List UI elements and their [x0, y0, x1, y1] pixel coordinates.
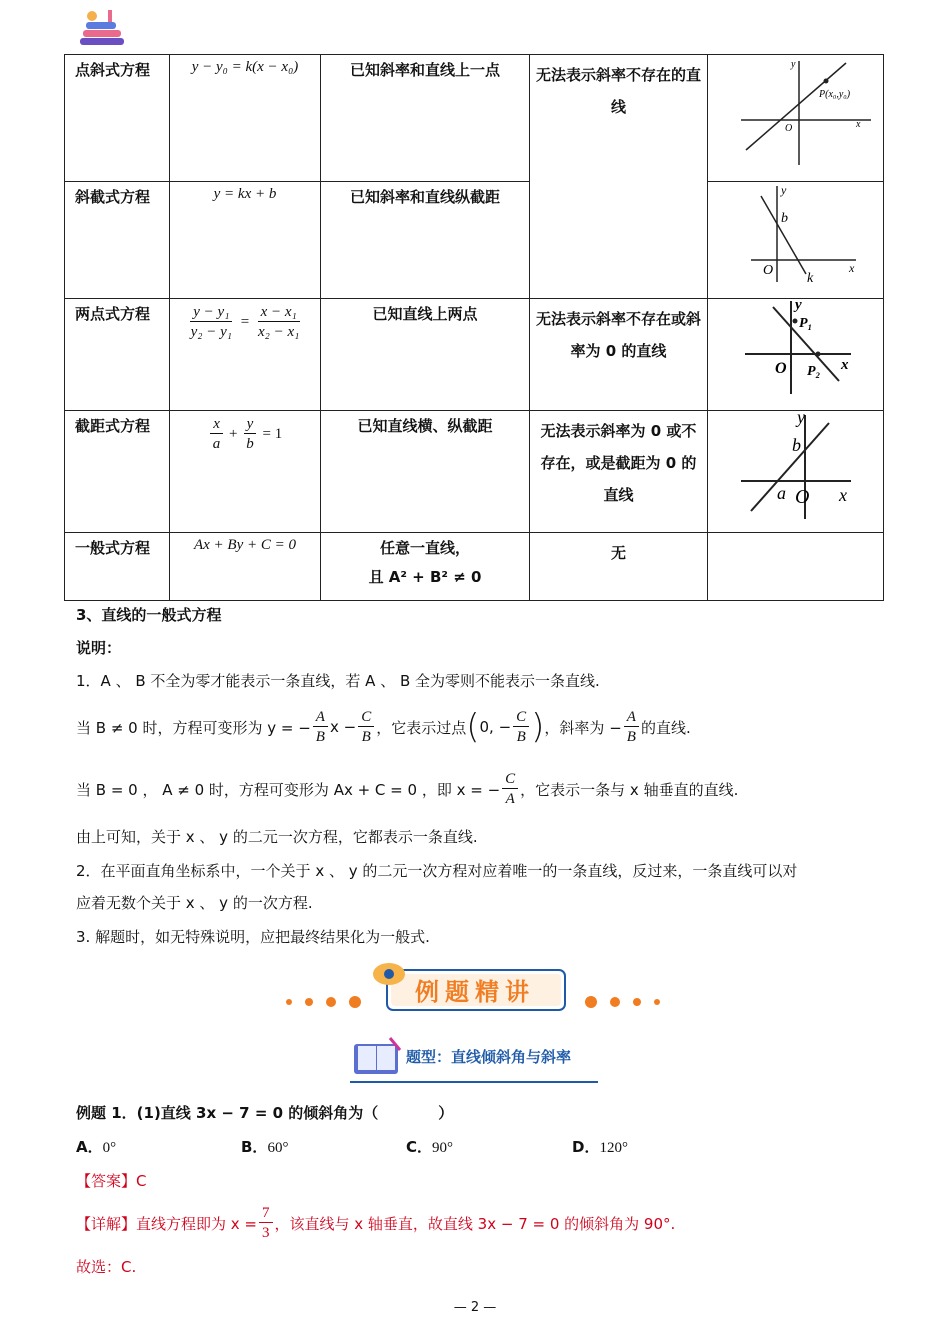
option-a: A．0°	[76, 1138, 117, 1156]
note-item-1: 1．A 、 B 不全为零才能表示一条直线，若 A 、 B 全为零则不能表示一条直线.	[76, 672, 600, 690]
section-heading: 3、直线的一般式方程	[76, 606, 222, 624]
book-pen-icon	[354, 1038, 400, 1074]
note-line-summary: 由上可知，关于 x 、 y 的二元一次方程，它都表示一条直线.	[76, 828, 478, 846]
a-intercept-label: a	[776, 483, 786, 503]
option-b: B．60°	[241, 1138, 289, 1156]
y-axis-label: y	[790, 59, 795, 70]
slope-intercept-graph	[711, 182, 881, 296]
table-row	[65, 411, 884, 533]
line-equation-table	[64, 54, 884, 601]
y-axis-label: y	[796, 411, 805, 427]
origin-label: O	[774, 360, 787, 377]
row-equation: $\frac{\text{y − y₁}}{\text{y₂ − y₁}}$ = $\frac{\text{x − x₁}}{\text{x₂ − x₁}}$	[190, 304, 300, 340]
row-limitation: 无法表示斜率为 0 或不存在，或是截距为 0 的直线	[540, 422, 697, 504]
answer-line: 【答案】C	[76, 1172, 147, 1190]
slope-k-label: k	[806, 271, 813, 286]
y-axis-label: y	[794, 299, 802, 313]
row-equation: Ax + By + C = 0	[193, 537, 296, 553]
detail-line: 【详解】 直线方程即为 x = $\frac{7}{3}$ ，该直线与 x 轴垂直，故直线 3x − 7 = 0 的倾斜角为 90°.	[76, 1204, 676, 1241]
note-line-b-zero: 当 B = 0 ， A ≠ 0 时，方程可变形为 Ax + C = 0 ，即 x = − $\frac{C}{A}$ ，它表示一条与 x 轴垂直的直线.	[76, 770, 739, 807]
row-limitation: 无法表示斜率不存在或斜率为 0 的直线	[536, 310, 702, 360]
point-label: P(x₀,y₀)	[818, 89, 850, 100]
note-item-2a: 2．在平面直角坐标系中，一个关于 x 、 y 的二元一次方程对应着唯一的一条直线，反过来，一条直线可以对	[76, 862, 798, 880]
origin-label: O	[784, 123, 792, 134]
point-slope-graph	[711, 55, 881, 179]
x-axis-label: x	[855, 119, 860, 130]
row-name: 点斜式方程	[75, 61, 151, 79]
p2-label: P₂	[806, 364, 820, 379]
intercept-b-label: b	[780, 211, 788, 226]
row-name: 斜截式方程	[75, 188, 151, 206]
b-intercept-label: b	[791, 435, 801, 455]
table-row	[65, 182, 884, 299]
example-question: 例题 1．(1)直线 3x − 7 = 0 的倾斜角为（ ）	[76, 1104, 454, 1122]
note-item-2b: 应着无数个关于 x 、 y 的一次方程.	[76, 894, 313, 912]
note-line-b-nonzero: 当 B ≠ 0 时，方程可变形为 y = − $\frac{A}{B}$ x − $\frac{C}{B}$ ，它表示过点 ( 0, − $\frac{C}{B}$ ) ，斜率为 − $\frac{A}{B}$ 的直线.	[76, 707, 691, 747]
topic-subtitle	[350, 1034, 598, 1086]
example-banner	[285, 962, 665, 1018]
table-row	[65, 55, 884, 182]
row-limitation: 无法表示斜率不存在的直线	[536, 66, 702, 116]
x-axis-label: x	[848, 261, 854, 275]
conclusion-line: 故选：C.	[76, 1258, 137, 1276]
row-limitation: 无	[610, 544, 626, 562]
row-condition-extra: 且 A² + B² ≠ 0	[368, 568, 482, 586]
row-equation: $\frac{x}{a}$ + $\frac{y}{b}$ = 1	[170, 411, 320, 454]
banner-title: 例题精讲	[415, 978, 535, 1006]
x-axis-label: x	[838, 485, 847, 505]
row-condition: 已知斜率和直线纵截距	[349, 188, 500, 206]
row-name: 一般式方程	[75, 539, 151, 557]
note-label: 说明：	[76, 639, 122, 657]
two-point-graph	[711, 299, 881, 409]
intercept-graph	[711, 411, 881, 531]
note-item-3: 3. 解题时，如无特殊说明，应把最终结果化为一般式.	[76, 928, 430, 946]
y-axis-label: y	[780, 183, 786, 197]
origin-label: O	[762, 263, 773, 278]
row-name: 两点式方程	[75, 305, 151, 323]
table-row	[65, 533, 884, 601]
row-equation: y = kx + b	[213, 186, 277, 202]
row-condition: 已知斜率和直线上一点	[349, 61, 500, 79]
row-name: 截距式方程	[75, 417, 151, 435]
books-logo-icon	[78, 8, 128, 50]
option-d: D．120°	[572, 1138, 628, 1156]
origin-label: O	[794, 486, 809, 508]
page-number: — 2 —	[453, 1300, 497, 1315]
x-axis-label: x	[840, 357, 848, 373]
row-condition: 已知直线上两点	[372, 305, 478, 323]
row-condition: 任意一直线，	[379, 539, 470, 557]
p1-label: P₁	[798, 316, 812, 331]
row-condition: 已知直线横、纵截距	[357, 417, 493, 435]
subtitle-text: 题型：直线倾斜角与斜率	[406, 1048, 572, 1066]
table-row	[65, 299, 884, 411]
option-c: C．90°	[406, 1138, 454, 1156]
row-equation: y − y₀ = k(x − x₀)	[191, 59, 299, 75]
